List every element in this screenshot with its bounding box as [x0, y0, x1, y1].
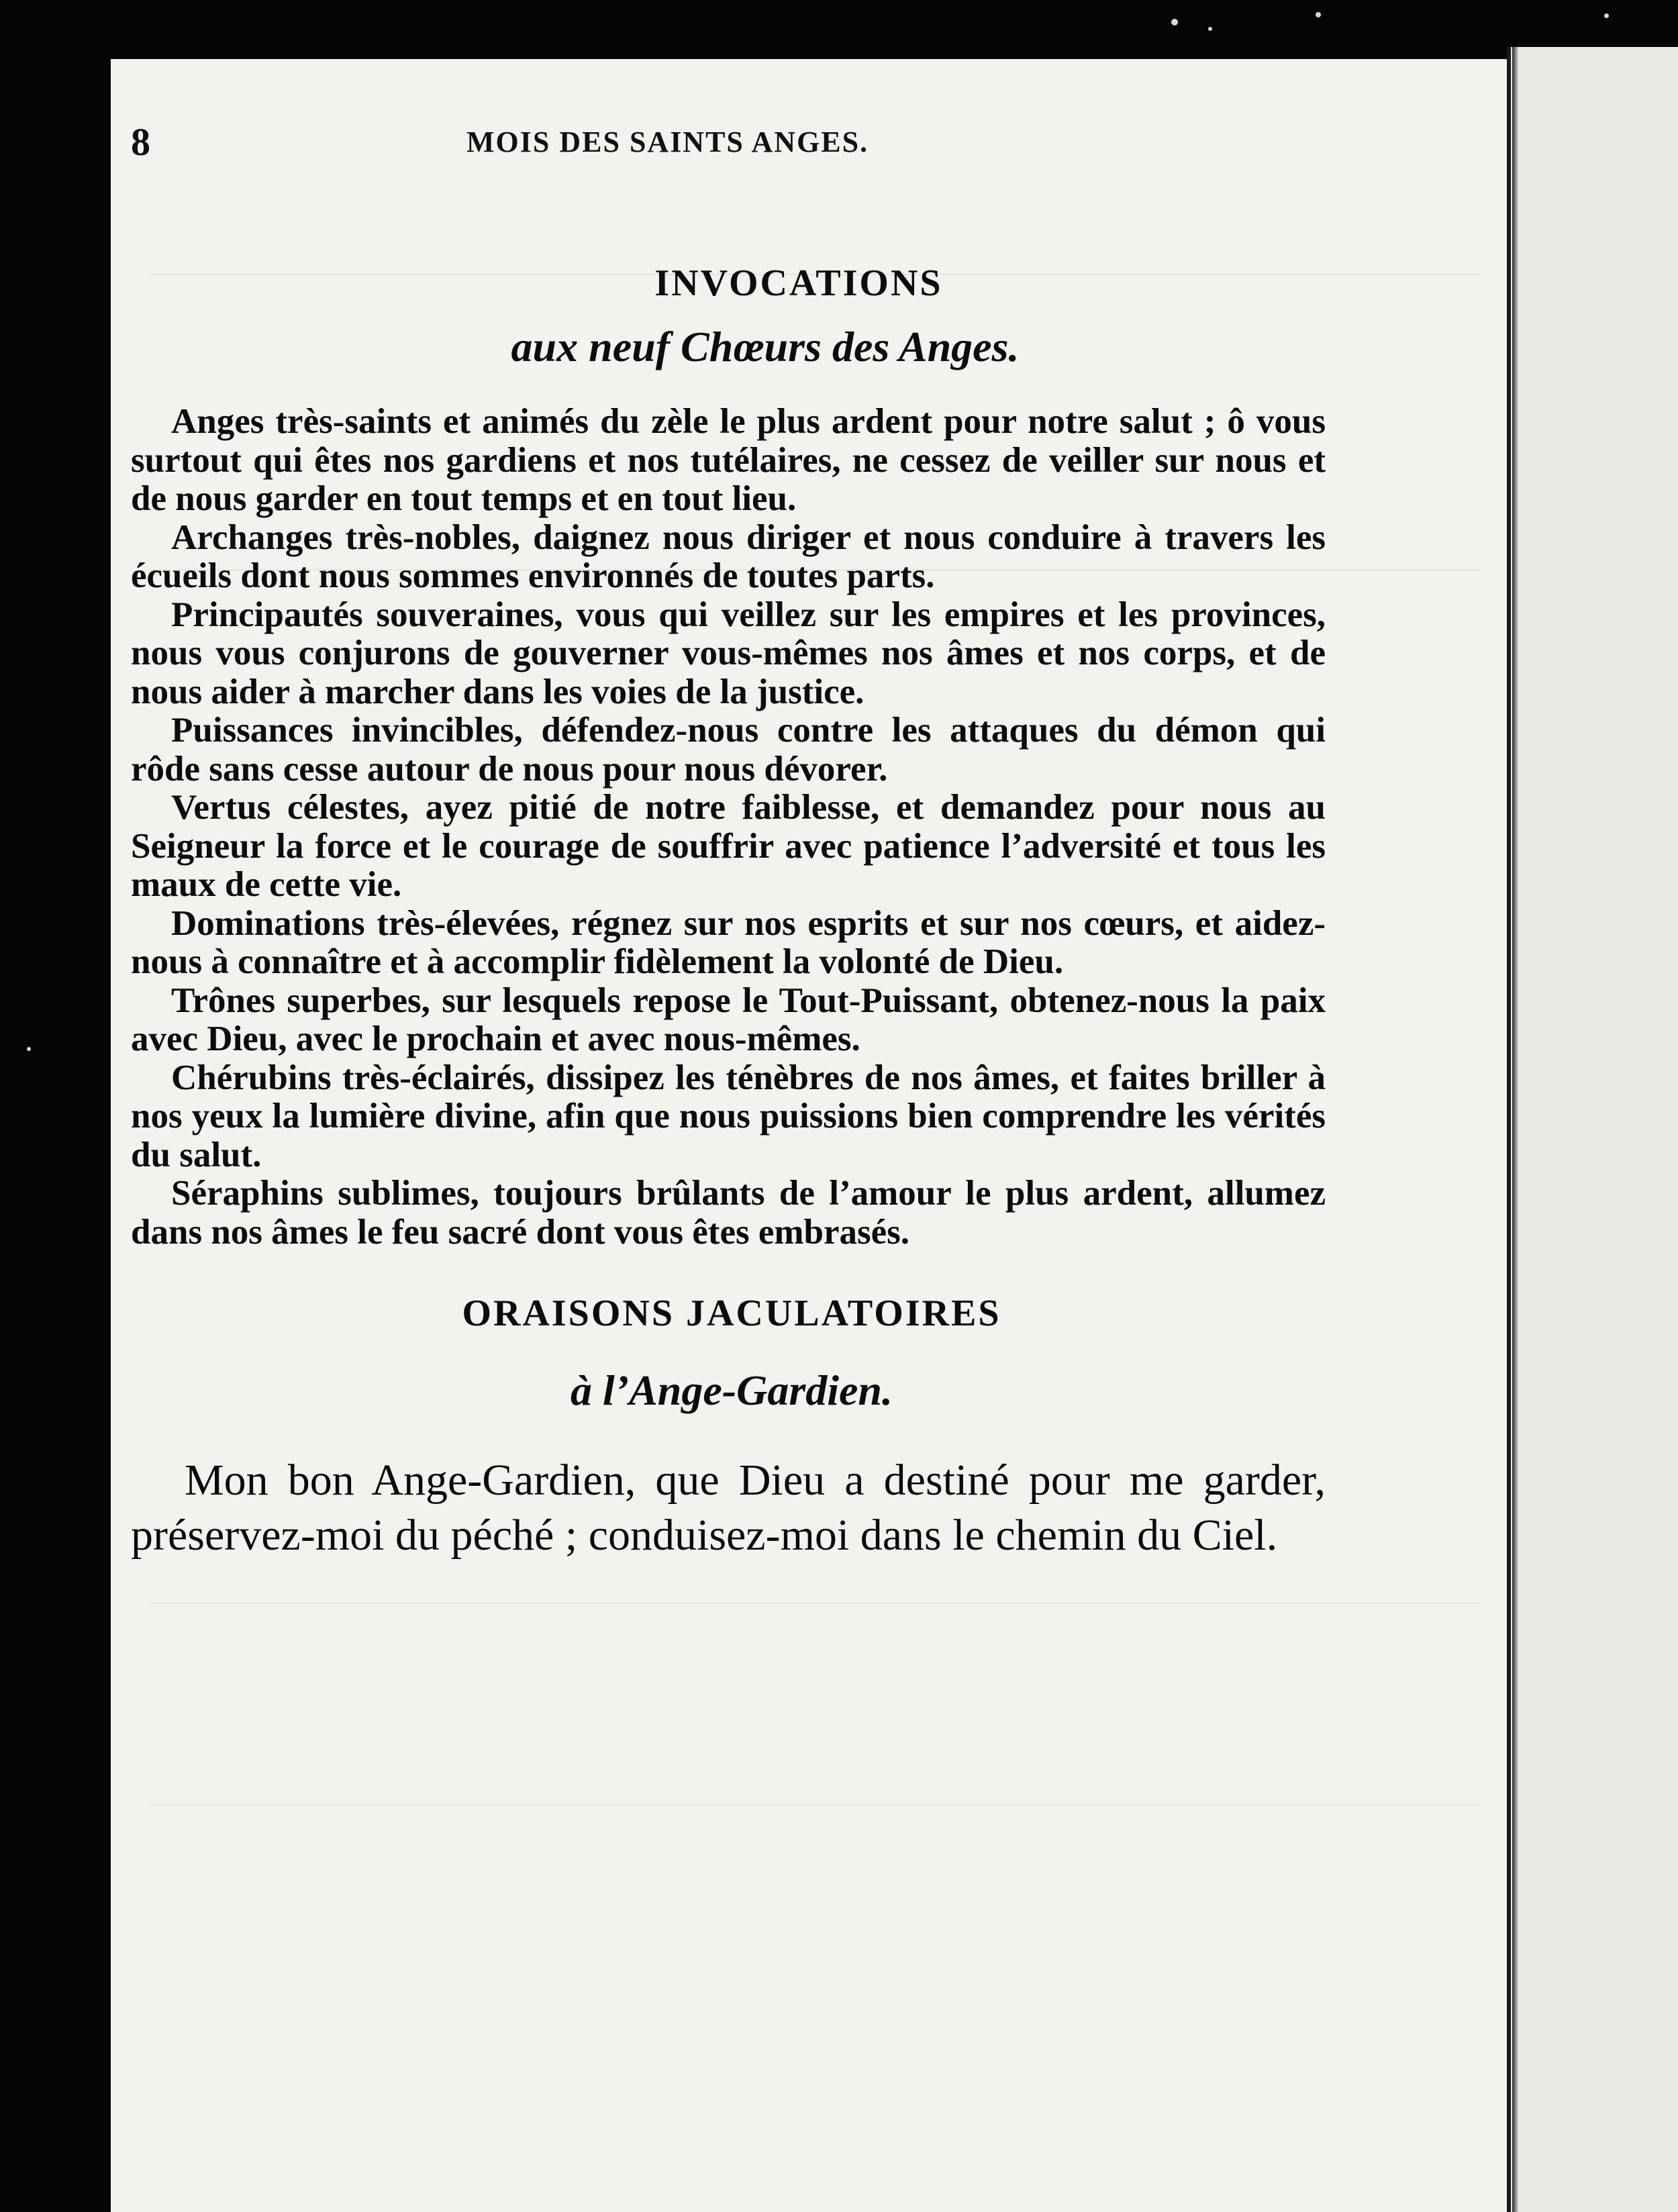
running-head — [131, 119, 1151, 166]
section-subheading-ange-gardien: à l’Ange-Gardien. — [571, 1366, 893, 1414]
oraison-paragraph: Mon bon Ange-Gardien, que Dieu a destiné pour me garder, préservez-moi du péché ; conduisez-moi dans le chemin du Ciel. — [131, 1456, 1326, 1560]
section-subheading-choeurs: aux neuf Chœurs des Anges. — [511, 323, 1020, 370]
invocation-paragraph: Chérubins très-éclairés, dissipez les ténèbres de nos âmes, et faites briller à nos yeux la lumière divine, afin que nous puissions bien comprendre les vérités du salut. — [131, 1058, 1326, 1174]
invocation-paragraph: Principautés souveraines, vous qui veillez sur les empires et les provinces, nous vous conjurons de gouverner vous-mêmes nos âmes et nos corps, et de nous aider à marcher dans les voies de la justice. — [131, 595, 1326, 711]
invocation-paragraph: Vertus célestes, ayez pitié de notre faiblesse, et demandez pour nous au Seigneur la force et le courage de souffrir avec patience l’adversité et tous les maux de cette vie. — [131, 788, 1326, 904]
film-speck — [1316, 12, 1321, 17]
running-title: MOIS DES SAINTS ANGES. — [466, 125, 869, 158]
film-speck — [1208, 27, 1212, 31]
show-through-line — [151, 1603, 1480, 1604]
invocation-paragraph: Dominations très-élevées, régnez sur nos esprits et sur nos cœurs, et aidez-nous à connaître et à accomplir fidèlement la volonté de Dieu. — [131, 903, 1326, 981]
invocation-paragraph: Puissances invincibles, défendez-nous contre les attaques du démon qui rôde sans cesse autour de nous pour nous dévorer. — [131, 711, 1326, 789]
invocation-paragraph: Anges très-saints et animés du zèle le plus ardent pour notre salut ; ô vous surtout qui êtes nos gardiens et nos tutélaires, ne cessez de veiller sur nous et de nous garder en tout temps et en tout lieu. — [131, 402, 1326, 518]
invocation-paragraph: Trônes superbes, sur lesquels repose le Tout-Puissant, obtenez-nous la paix avec Dieu, avec le prochain et avec nous-mêmes. — [131, 981, 1326, 1058]
invocation-paragraph: Séraphins sublimes, toujours brûlants de l’amour le plus ardent, allumez dans nos âmes le feu sacré dont vous êtes embrasés. — [131, 1174, 1326, 1252]
adjacent-page-edge — [1507, 47, 1678, 2212]
section-heading-invocations: INVOCATIONS — [654, 262, 943, 304]
show-through-line — [151, 1804, 1480, 1805]
film-speck — [27, 1047, 31, 1051]
invocation-paragraph: Archanges très-nobles, daignez nous diriger et nous conduire à travers les écueils dont nous sommes environnés de toutes parts. — [131, 517, 1326, 595]
page-gutter-shadow — [1512, 47, 1519, 2212]
page-content — [131, 262, 1326, 1563]
page-number: 8 — [131, 120, 150, 164]
film-speck — [1604, 13, 1609, 18]
section-heading-oraisons: ORAISONS JACULATOIRES — [462, 1293, 1001, 1334]
film-speck — [1171, 19, 1178, 26]
